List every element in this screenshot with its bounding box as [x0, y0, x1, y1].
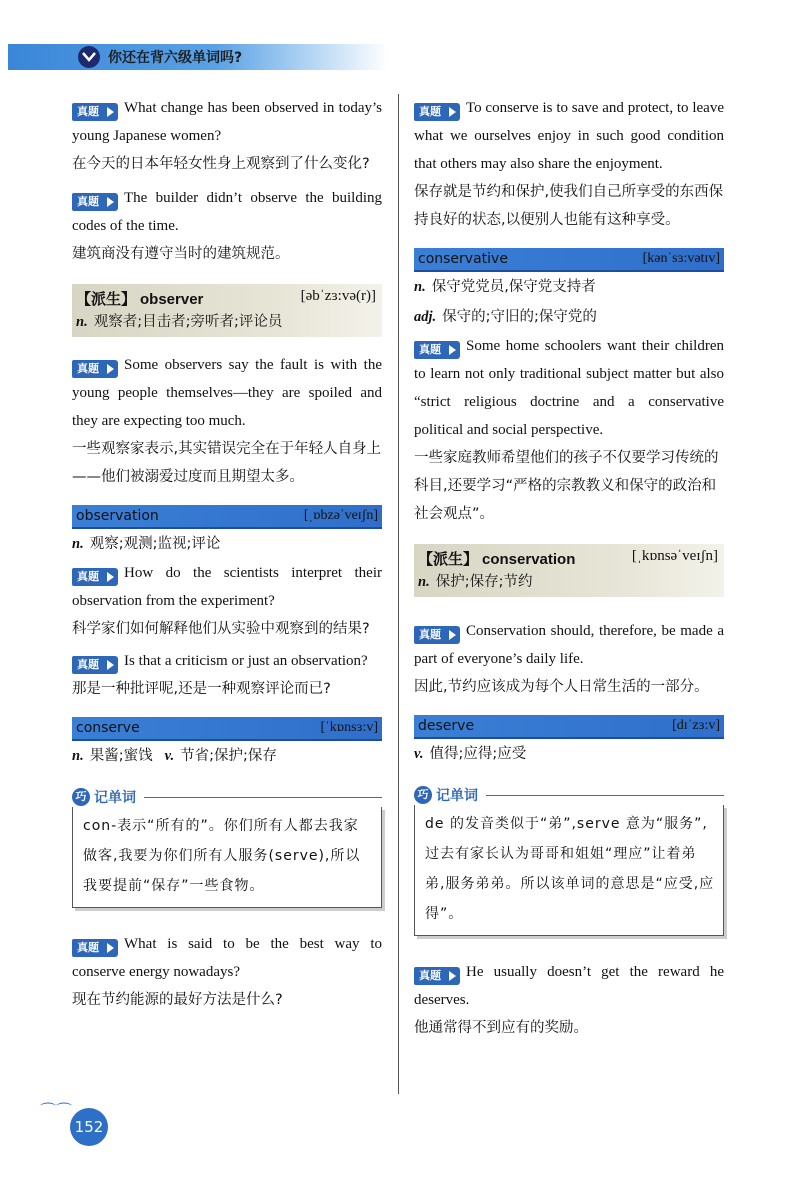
example-sentence-en: 真题 The builder didn’t observe the building codes of the time.	[72, 190, 382, 234]
zhenti-tag: 真题	[414, 341, 460, 359]
right-column	[414, 94, 724, 1042]
zhenti-tag: 真题	[72, 656, 118, 674]
arrow-icon	[104, 568, 118, 586]
example-sentence-en: 真题 Some home schoolers want their children to learn not only traditional subject matter but also “strict religious doctrine and a conservative political and social perspective.	[414, 338, 724, 438]
zhenti-tag: 真题	[72, 360, 118, 378]
example-sentence-en: 真题 Is that a criticism or just an observation?	[72, 647, 382, 675]
zhenti-tag: 真题	[72, 568, 118, 586]
arrow-icon	[446, 103, 460, 121]
memo-badge-icon: 巧	[72, 788, 90, 806]
zhenti-tag: 真题	[414, 103, 460, 121]
arrow-icon	[446, 626, 460, 644]
memo-text: con-表示“所有的”。你们所有人都去我家做客,我要为你们所有人服务(serve),所以我要提前“保存”一些食物。	[72, 807, 382, 908]
derivative-label: 【派生】	[76, 290, 137, 308]
arrow-icon	[104, 939, 118, 957]
headword-bar	[72, 505, 382, 529]
example-sentence-en: 真题 He usually doesn’t get the reward he deserves.	[414, 964, 724, 1008]
example-sentence-zh: 科学家们如何解释他们从实验中观察到的结果?	[72, 621, 370, 637]
definition-line: n. 保守党党员,保守党支持者	[414, 279, 596, 295]
arrow-icon	[446, 341, 460, 359]
zhenti-tag: 真题	[72, 939, 118, 957]
phonetic: [dɪˈzɜ:v]	[672, 718, 720, 733]
derivative-label: 【派生】	[418, 550, 479, 568]
left-column	[72, 94, 382, 1014]
arrow-icon	[104, 193, 118, 211]
example-sentence-zh: 因此,节约应该成为每个人日常生活的一部分。	[414, 679, 709, 695]
arrow-icon	[104, 103, 118, 121]
memo-title: 记单词	[94, 790, 136, 806]
headword: conservative	[418, 251, 508, 267]
definition: 观察者;目击者;旁听者;评论员	[93, 314, 283, 330]
zhenti-tag: 真题	[72, 103, 118, 121]
memo-title: 记单词	[436, 788, 478, 804]
example-sentence-zh: 那是一种批评呢,还是一种观察评论而已?	[72, 681, 331, 697]
example-sentence-zh: 在今天的日本年轻女性身上观察到了什么变化?	[72, 156, 370, 172]
headword: deserve	[418, 718, 475, 734]
definition-line: n. 观察;观测;监视;评论	[72, 536, 221, 552]
definition-line: v. 值得;应得;应受	[414, 746, 527, 762]
column-divider	[398, 94, 399, 1094]
arrow-icon	[446, 967, 460, 985]
example-sentence-en: 真题 Some observers say the fault is with the young people themselves—they are spoiled and they are expecting too much.	[72, 357, 382, 429]
example-sentence-zh: 保存就是节约和保护,使我们自己所享受的东西保持良好的状态,以便别人也能有这种享受。	[414, 184, 724, 228]
birds-decoration-icon: ⌒⌒	[40, 1101, 73, 1120]
example-sentence-en: 真题 What is said to be the best way to conserve energy nowadays?	[72, 936, 382, 980]
phonetic: [ˌkɒnsəˈveɪʃn]	[631, 548, 718, 564]
derivative-box	[414, 544, 724, 597]
derivative-word: observer	[140, 291, 204, 308]
definition-line: n. 果酱;蜜饯 v. 节省;保护;保存	[72, 748, 277, 764]
headword-bar	[414, 248, 724, 272]
example-sentence-en: 真题 What change has been observed in today’s young Japanese women?	[72, 100, 382, 144]
example-sentence-zh: 他通常得不到应有的奖励。	[414, 1020, 588, 1036]
zhenti-tag: 真题	[72, 193, 118, 211]
phonetic: [ˈkɒnsɜ:v]	[320, 720, 378, 735]
memory-tip-box	[72, 787, 382, 908]
part-of-speech: n.	[76, 314, 88, 330]
example-sentence-zh: 建筑商没有遵守当时的建筑规范。	[72, 246, 290, 262]
headword: conserve	[76, 720, 140, 736]
phonetic: [əbˈzɜ:və(r)]	[300, 288, 376, 304]
zhenti-tag: 真题	[414, 626, 460, 644]
chevron-down-icon	[78, 46, 100, 68]
chapter-header-bar	[8, 44, 388, 70]
example-sentence-zh: 一些家庭教师希望他们的孩子不仅要学习传统的科目,还要学习“严格的宗教教义和保守的政治和社会观点”。	[414, 450, 719, 522]
headword: observation	[76, 508, 159, 524]
example-sentence-zh: 现在节约能源的最好方法是什么?	[72, 992, 283, 1008]
phonetic: [kənˈsɜ:vətɪv]	[642, 251, 720, 266]
example-sentence-en: 真题 Conservation should, therefore, be made a part of everyone’s daily life.	[414, 623, 724, 667]
part-of-speech: n.	[418, 574, 430, 590]
memo-text: de 的发音类似于“弟”,serve 意为“服务”,过去有家长认为哥哥和姐姐“理应”让着弟弟,服务弟弟。所以该单词的意思是“应受,应得”。	[414, 805, 724, 936]
page-number: 152	[70, 1108, 108, 1146]
memory-tip-box	[414, 785, 724, 936]
arrow-icon	[104, 656, 118, 674]
example-sentence-en: 真题 To conserve is to save and protect, to leave what we ourselves enjoy in such good condition that others may also share the enjoyment.	[414, 100, 724, 172]
chapter-title: 你还在背六级单词吗?	[108, 50, 243, 66]
arrow-icon	[104, 360, 118, 378]
definition-line: adj. 保守的;守旧的;保守党的	[414, 309, 597, 325]
headword-bar	[72, 717, 382, 741]
example-sentence-en: 真题 How do the scientists interpret their observation from the experiment?	[72, 565, 382, 609]
headword-bar	[414, 715, 724, 739]
derivative-box	[72, 284, 382, 337]
derivative-word: conservation	[482, 551, 576, 568]
memo-badge-icon: 巧	[414, 786, 432, 804]
example-sentence-zh: 一些观察家表示,其实错误完全在于年轻人自身上——他们被溺爱过度而且期望太多。	[72, 441, 382, 485]
phonetic: [ˌɒbzəˈveɪʃn]	[303, 508, 378, 523]
zhenti-tag: 真题	[414, 967, 460, 985]
definition: 保护;保存;节约	[435, 574, 533, 590]
